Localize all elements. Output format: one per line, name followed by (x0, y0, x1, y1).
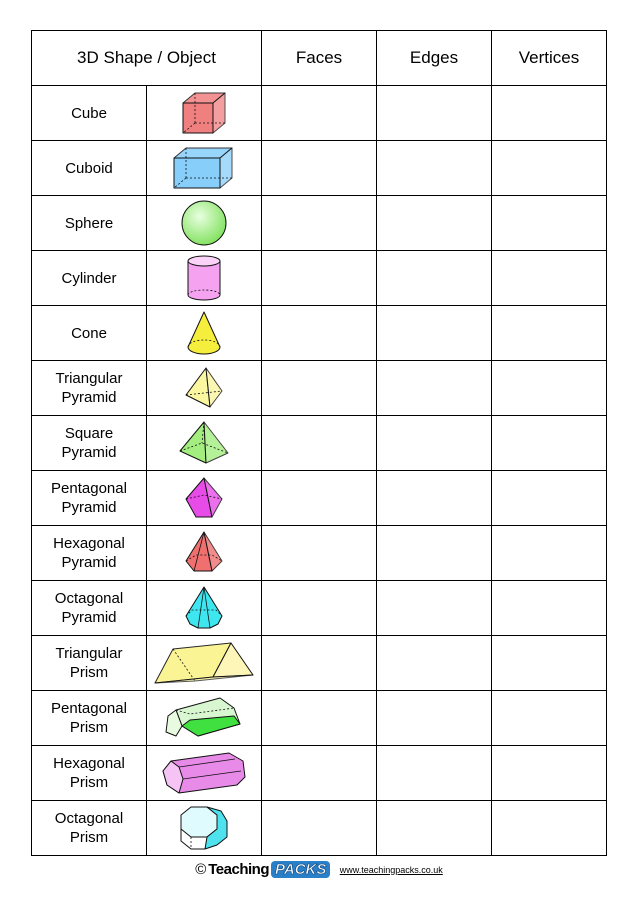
header-shape-object: 3D Shape / Object (32, 31, 262, 86)
faces-answer-cell[interactable] (262, 581, 377, 636)
octagonal-pyramid-icon (147, 584, 261, 632)
shape-name: Cone (71, 324, 107, 342)
faces-answer-cell[interactable] (262, 526, 377, 581)
shape-name-cell (32, 361, 147, 416)
table-row (32, 86, 607, 141)
shape-name: Cylinder (61, 269, 117, 287)
shape-name-cell (32, 471, 147, 526)
shape-name-cell (32, 196, 147, 251)
cylinder-icon (147, 253, 261, 303)
shape-name-cell (32, 526, 147, 581)
faces-answer-cell[interactable] (262, 746, 377, 801)
shape-name-cell (32, 86, 147, 141)
faces-answer-cell[interactable] (262, 306, 377, 361)
table-row (32, 691, 607, 746)
edges-answer-cell[interactable] (377, 196, 492, 251)
header-vertices: Vertices (492, 31, 607, 86)
edges-answer-cell[interactable] (377, 691, 492, 746)
edges-answer-cell[interactable] (377, 86, 492, 141)
shape-name-cell (32, 581, 147, 636)
table-row (32, 526, 607, 581)
shape-picture-cell (147, 361, 262, 416)
cone-icon (147, 309, 261, 357)
shape-name: Square Pyramid (61, 425, 117, 461)
vertices-answer-cell[interactable] (492, 86, 607, 141)
faces-answer-cell[interactable] (262, 141, 377, 196)
shape-picture-cell (147, 306, 262, 361)
header-row (32, 31, 607, 86)
faces-answer-cell[interactable] (262, 801, 377, 856)
table-row (32, 361, 607, 416)
table-row (32, 581, 607, 636)
faces-answer-cell[interactable] (262, 636, 377, 691)
pentagonal-pyramid-icon (147, 475, 261, 521)
edges-answer-cell[interactable] (377, 251, 492, 306)
vertices-answer-cell[interactable] (492, 306, 607, 361)
shape-name: Cube (71, 104, 107, 122)
shape-picture-cell (147, 196, 262, 251)
edges-answer-cell[interactable] (377, 361, 492, 416)
hexagonal-prism-icon (147, 749, 261, 797)
shape-picture-cell (147, 801, 262, 856)
vertices-answer-cell[interactable] (492, 746, 607, 801)
table-row (32, 196, 607, 251)
vertices-answer-cell[interactable] (492, 801, 607, 856)
shape-name: Triangular Prism (55, 645, 123, 681)
table-row (32, 636, 607, 691)
vertices-answer-cell[interactable] (492, 251, 607, 306)
shape-picture-cell (147, 141, 262, 196)
faces-answer-cell[interactable] (262, 86, 377, 141)
shapes-worksheet-table (31, 30, 607, 856)
vertices-answer-cell[interactable] (492, 141, 607, 196)
header-edges: Edges (377, 31, 492, 86)
shape-picture-cell (147, 691, 262, 746)
copyright-symbol: © (195, 861, 207, 878)
teachingpacks-logo (195, 861, 330, 878)
shape-picture-cell (147, 416, 262, 471)
shape-name-cell (32, 251, 147, 306)
table-row (32, 471, 607, 526)
shape-picture-cell (147, 636, 262, 691)
edges-answer-cell[interactable] (377, 306, 492, 361)
shape-name: Triangular Pyramid (55, 370, 123, 406)
table-row (32, 141, 607, 196)
edges-answer-cell[interactable] (377, 636, 492, 691)
shape-name-cell (32, 636, 147, 691)
shape-picture-cell (147, 581, 262, 636)
edges-answer-cell[interactable] (377, 416, 492, 471)
faces-answer-cell[interactable] (262, 691, 377, 746)
edges-answer-cell[interactable] (377, 801, 492, 856)
shape-name-cell (32, 746, 147, 801)
triangular-prism-icon (147, 639, 261, 687)
faces-answer-cell[interactable] (262, 251, 377, 306)
shape-name: Hexagonal Prism (53, 755, 125, 791)
shape-picture-cell (147, 471, 262, 526)
shape-name-cell (32, 306, 147, 361)
table-row (32, 251, 607, 306)
shape-name: Cuboid (65, 159, 113, 177)
shape-picture-cell (147, 746, 262, 801)
vertices-answer-cell[interactable] (492, 196, 607, 251)
vertices-answer-cell[interactable] (492, 361, 607, 416)
cuboid-icon (147, 144, 261, 192)
table-row (32, 801, 607, 856)
triangular-pyramid-icon (147, 365, 261, 411)
table-row (32, 416, 607, 471)
edges-answer-cell[interactable] (377, 141, 492, 196)
vertices-answer-cell[interactable] (492, 416, 607, 471)
vertices-answer-cell[interactable] (492, 636, 607, 691)
octagonal-prism-icon (147, 803, 261, 853)
shape-picture-cell (147, 526, 262, 581)
edges-answer-cell[interactable] (377, 581, 492, 636)
vertices-answer-cell[interactable] (492, 526, 607, 581)
shape-name-cell (32, 141, 147, 196)
sphere-icon (147, 199, 261, 247)
logo-packs-text: PACKS (271, 861, 330, 878)
square-pyramid-icon (147, 419, 261, 467)
vertices-answer-cell[interactable] (492, 471, 607, 526)
edges-answer-cell[interactable] (377, 746, 492, 801)
shape-name: Pentagonal Pyramid (51, 480, 127, 516)
faces-answer-cell[interactable] (262, 471, 377, 526)
hexagonal-pyramid-icon (147, 529, 261, 577)
shape-name-cell (32, 416, 147, 471)
shape-picture-cell (147, 251, 262, 306)
website-link[interactable]: www.teachingpacks.co.uk (339, 864, 443, 875)
edges-answer-cell[interactable] (377, 471, 492, 526)
shape-name: Sphere (64, 214, 114, 232)
shape-name: Hexagonal Pyramid (53, 535, 125, 571)
shape-name: Octagonal Pyramid (54, 590, 124, 626)
cube-icon (147, 89, 261, 137)
vertices-answer-cell[interactable] (492, 581, 607, 636)
shape-name-cell (32, 691, 147, 746)
faces-answer-cell[interactable] (262, 196, 377, 251)
pentagonal-prism-icon (147, 694, 261, 742)
vertices-answer-cell[interactable] (492, 691, 607, 746)
table-row (32, 306, 607, 361)
faces-answer-cell[interactable] (262, 416, 377, 471)
shape-name: Octagonal Prism (54, 810, 124, 846)
edges-answer-cell[interactable] (377, 526, 492, 581)
faces-answer-cell[interactable] (262, 361, 377, 416)
shape-name-cell (32, 801, 147, 856)
table-row (32, 746, 607, 801)
logo-teaching-text: Teaching (208, 861, 269, 878)
footer (0, 861, 638, 883)
shape-picture-cell (147, 86, 262, 141)
header-faces: Faces (262, 31, 377, 86)
shape-name: Pentagonal Prism (51, 700, 127, 736)
